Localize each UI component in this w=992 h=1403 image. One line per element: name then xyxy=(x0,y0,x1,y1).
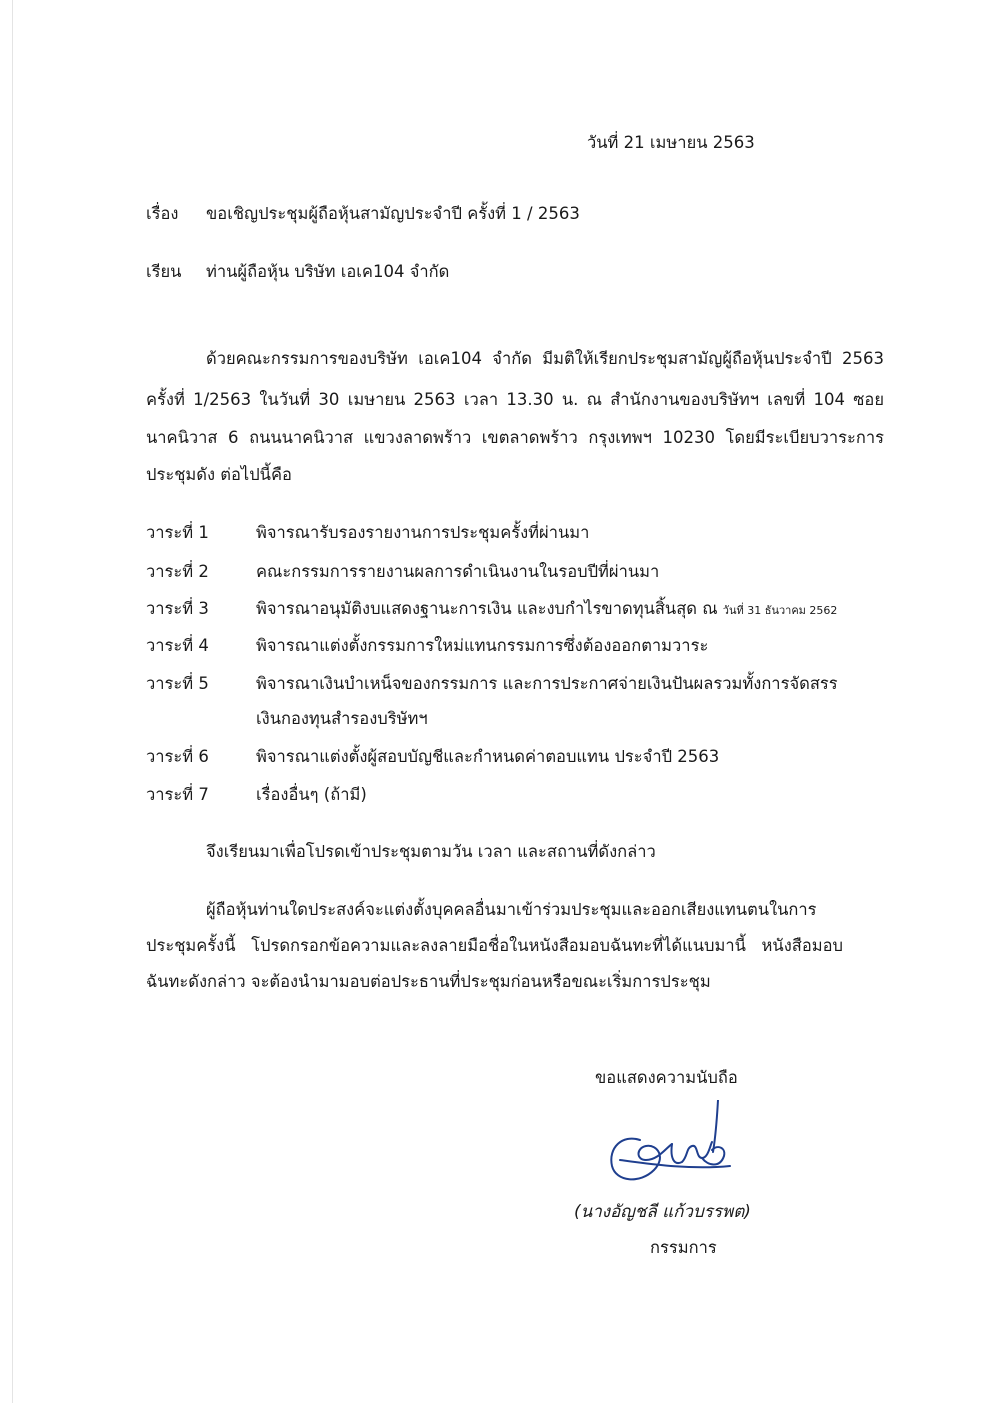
intro-line: นาคนิวาส 6 ถนนนาคนิวาส แขวงลาดพร้าว เขตลาดพร้าว กรุงเทพฯ 10230 โดยมีระเบียบวาระการ xyxy=(146,428,884,447)
agenda-label: วาระที่ 3 xyxy=(146,599,209,618)
agenda-date-note: วันที่ 31 ธันวาคม 2562 xyxy=(722,604,838,617)
subject-text: ขอเชิญประชุมผู้ถือหุ้นสามัญประจำปี ครั้งที่ 1 / 2563 xyxy=(206,204,580,223)
subject-label: เรื่อง xyxy=(146,204,179,223)
agenda-label: วาระที่ 1 xyxy=(146,523,209,542)
recipient-text: ท่านผู้ถือหุ้น บริษัท เอเค104 จำกัด xyxy=(206,262,450,281)
intro-line: ครั้งที่ 1/2563 ในวันที่ 30 เมษายน 2563 เวลา 13.30 น. ณ สำนักงานของบริษัทฯ เลขที่ 104 ซอย xyxy=(146,390,884,409)
agenda-text: พิจารณาแต่งตั้งกรรมการใหม่แทนกรรมการซึ่งต้องออกตามวาระ xyxy=(256,636,709,655)
agenda-text: พิจารณารับรองรายงานการประชุมครั้งที่ผ่านมา xyxy=(256,523,590,542)
intro-line: ด้วยคณะกรรมการของบริษัท เอเค104 จำกัด มีมติให้เรียกประชุมสามัญผู้ถือหุ้นประจำปี 2563 xyxy=(206,349,884,368)
signatory-name: (นางอัญชลี แก้วบรรพต) xyxy=(574,1202,751,1222)
agenda-text: เรื่องอื่นๆ (ถ้ามี) xyxy=(256,785,367,804)
proxy-line: ประชุมครั้งนี้ โปรดกรอกข้อความและลงลายมือชื่อในหนังสือมอบฉันทะที่ได้แนบมานี้ หนังสือมอบ xyxy=(146,936,843,955)
agenda-text-row xyxy=(256,597,837,623)
agenda-text: เงินกองทุนสำรองบริษัทฯ xyxy=(256,709,428,728)
recipient-label: เรียน xyxy=(146,262,182,281)
intro-line: ประชุมดัง ต่อไปนี้คือ xyxy=(146,465,292,484)
agenda-text: พิจารณาเงินบำเหน็จของกรรมการ และการประกาศจ่ายเงินปันผลรวมทั้งการจัดสรร xyxy=(256,674,838,693)
signatory-title: กรรมการ xyxy=(650,1238,717,1257)
agenda-label: วาระที่ 2 xyxy=(146,562,209,581)
date-line: วันที่ 21 เมษายน 2563 xyxy=(587,133,755,152)
agenda-label: วาระที่ 7 xyxy=(146,785,209,804)
agenda-label: วาระที่ 6 xyxy=(146,747,209,766)
proxy-line: ฉันทะดังกล่าว จะต้องนำมามอบต่อประธานที่ประชุมก่อนหรือขณะเริ่มการประชุม xyxy=(146,972,711,991)
handwritten-signature xyxy=(600,1100,740,1200)
proxy-line: ผู้ถือหุ้นท่านใดประสงค์จะแต่งตั้งบุคคลอื่นมาเข้าร่วมประชุมและออกเสียงแทนตนในการ xyxy=(206,900,817,919)
agenda-label: วาระที่ 5 xyxy=(146,674,209,693)
agenda-text: พิจารณาอนุมัติงบแสดงฐานะการเงิน และงบกำไรขาดทุนสิ้นสุด ณ xyxy=(256,599,723,618)
closing: ขอแสดงความนับถือ xyxy=(595,1068,738,1087)
invite-line: จึงเรียนมาเพื่อโปรดเข้าประชุมตามวัน เวลา และสถานที่ดังกล่าว xyxy=(206,842,656,861)
agenda-text: พิจารณาแต่งตั้งผู้สอบบัญชีและกำหนดค่าตอบแทน ประจำปี 2563 xyxy=(256,747,720,766)
scan-edge-line xyxy=(12,0,13,1403)
agenda-label: วาระที่ 4 xyxy=(146,636,209,655)
agenda-text: คณะกรรมการรายงานผลการดำเนินงานในรอบปีที่ผ่านมา xyxy=(256,562,660,581)
